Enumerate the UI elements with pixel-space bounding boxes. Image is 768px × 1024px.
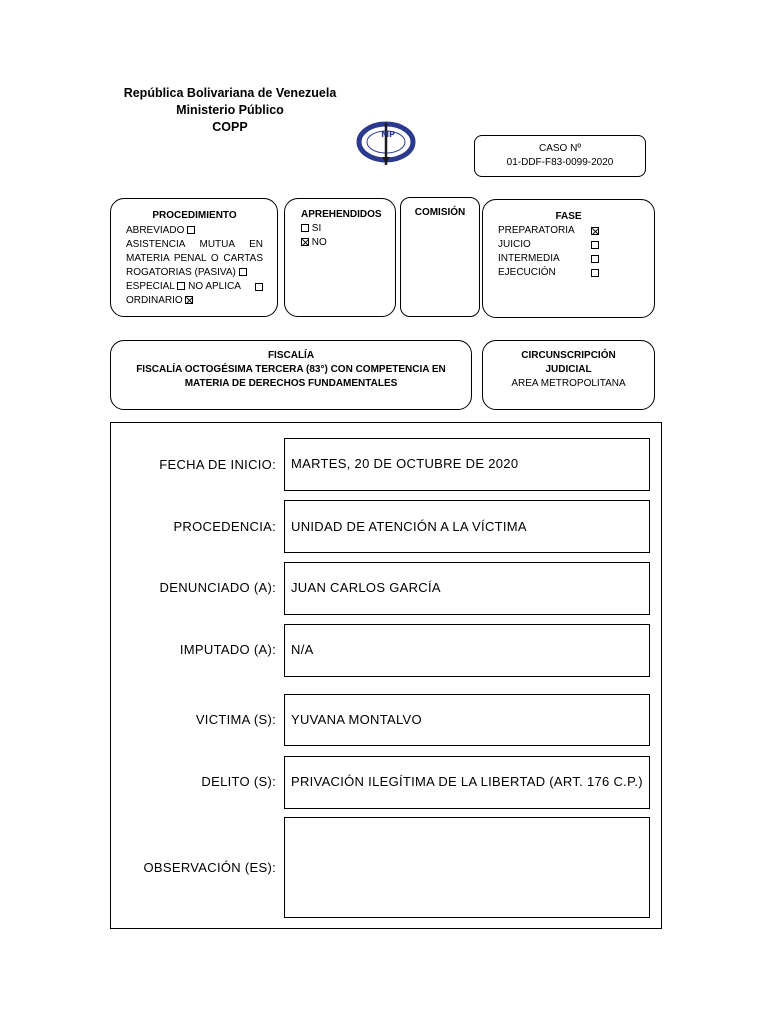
comision-box: [400, 197, 480, 317]
header-line-2: Ministerio Público: [176, 103, 284, 117]
header-line-1: República Bolivariana de Venezuela: [123, 86, 337, 100]
checkbox-icon: [591, 241, 599, 249]
checkbox-icon: [239, 268, 247, 276]
option-asistencia-line-1: ASISTENCIA MUTUA EN: [126, 239, 263, 250]
imputado-label: IMPUTADO (A):: [179, 642, 276, 657]
fecha-label: FECHA DE INICIO:: [159, 457, 276, 472]
procedimiento-box: [110, 198, 278, 317]
fiscalia-box: [110, 340, 472, 410]
option-rogatorias: ROGATORIAS (PASIVA): [126, 266, 263, 280]
delito-label: DELITO (S):: [201, 774, 276, 789]
procedencia-field: UNIDAD DE ATENCIÓN A LA VÍCTIMA: [284, 500, 650, 553]
procedimiento-title: PROCEDIMIENTO: [152, 210, 237, 221]
denunciado-field: JUAN CARLOS GARCÍA: [284, 562, 650, 615]
caso-label: CASO Nº: [539, 143, 581, 154]
comision-title: COMISIÓN: [414, 207, 466, 218]
circunscripcion-line-3: AREA METROPOLITANA: [511, 378, 626, 389]
checkbox-icon: [177, 282, 185, 290]
circunscripcion-box: [482, 340, 655, 410]
fase-title: FASE: [555, 211, 582, 222]
checkbox-icon: [591, 269, 599, 277]
caso-number: 01-DDF-F83-0099-2020: [506, 157, 614, 168]
victima-field: YUVANA MONTALVO: [284, 694, 650, 746]
caso-box: [474, 135, 646, 177]
header: [100, 85, 360, 136]
fiscalia-line-2: MATERIA DE DERECHOS FUNDAMENTALES: [184, 378, 398, 389]
imputado-field: N/A: [284, 624, 650, 677]
fecha-field: MARTES, 20 DE OCTUBRE DE 2020: [284, 438, 650, 491]
fiscalia-line-1: FISCALÍA OCTOGÉSIMA TERCERA (83°) CON COMPETENCIA EN: [136, 364, 446, 375]
victima-label: VICTIMA (S):: [195, 712, 276, 727]
logo-initials: MP: [381, 130, 395, 139]
aprehendidos-title: APREHENDIDOS: [301, 209, 382, 220]
checkbox-icon: [255, 283, 263, 291]
option-abreviado: ABREVIADO: [126, 224, 263, 238]
checked-checkbox-icon: [301, 238, 309, 246]
checkbox-icon: [301, 224, 309, 232]
mp-seal-icon: [355, 117, 419, 167]
observacion-field: [284, 817, 650, 918]
checkbox-icon: [591, 255, 599, 263]
option-especial: ESPECIAL NO APLICA: [126, 280, 263, 294]
fiscalia-title: FISCALÍA: [267, 350, 315, 361]
checked-checkbox-icon: [185, 296, 193, 304]
fase-item-preparatoria: PREPARATORIA: [498, 224, 654, 238]
fase-box: [482, 199, 655, 318]
checked-checkbox-icon: [591, 227, 599, 235]
denunciado-label: DENUNCIADO (A):: [159, 580, 276, 595]
fase-item-intermedia: INTERMEDIA: [498, 252, 654, 266]
fase-item-juicio: JUICIO: [498, 238, 654, 252]
circunscripcion-line-2: JUDICIAL: [545, 364, 592, 375]
option-si: SI: [301, 222, 395, 236]
aprehendidos-box: [284, 198, 396, 317]
delito-field: PRIVACIÓN ILEGÍTIMA DE LA LIBERTAD (ART. 176 C.P.): [284, 756, 650, 809]
fase-item-ejecucion: EJECUCIÓN: [498, 266, 654, 280]
circunscripcion-line-1: CIRCUNSCRIPCIÓN: [521, 350, 616, 361]
procedencia-label: PROCEDENCIA:: [173, 519, 276, 534]
option-asistencia-line-2: MATERIA PENAL O CARTAS: [126, 253, 263, 264]
checkbox-icon: [187, 226, 195, 234]
option-no: NO: [301, 236, 395, 250]
header-line-3: COPP: [212, 120, 248, 134]
observacion-label: OBSERVACIÓN (ES):: [143, 860, 276, 875]
option-ordinario: ORDINARIO: [126, 294, 263, 308]
